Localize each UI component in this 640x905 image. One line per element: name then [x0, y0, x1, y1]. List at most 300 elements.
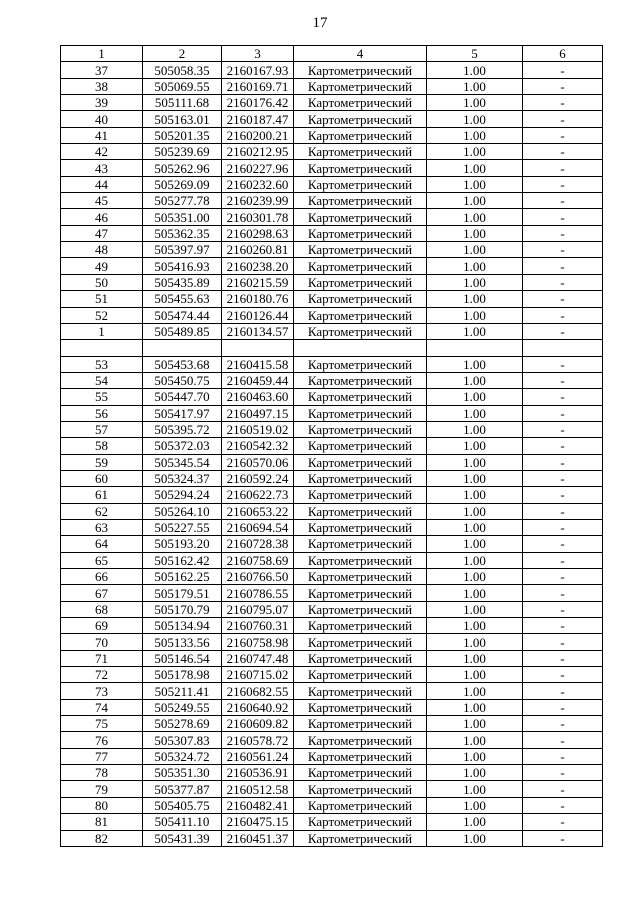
table-cell: 1.00: [427, 487, 523, 503]
table-row: [61, 95, 603, 111]
table-cell: -: [523, 356, 603, 372]
table-cell: 1.00: [427, 552, 523, 568]
table-cell: -: [523, 144, 603, 160]
table-cell: 81: [61, 814, 143, 830]
table-cell: 505134.94: [143, 618, 222, 634]
table-cell: Картометрический: [294, 62, 427, 78]
table-cell: -: [523, 552, 603, 568]
table-cell: 1.00: [427, 732, 523, 748]
table-cell: 505324.72: [143, 748, 222, 764]
table-row: [61, 242, 603, 258]
table-cell: -: [523, 732, 603, 748]
table-cell: -: [523, 225, 603, 241]
table-cell: 505411.10: [143, 814, 222, 830]
table-cell: 64: [61, 536, 143, 552]
table-cell: -: [523, 536, 603, 552]
table-cell: 58: [61, 438, 143, 454]
table-cell: -: [523, 830, 603, 846]
table-cell: 2160728.38: [222, 536, 294, 552]
table-cell: 67: [61, 585, 143, 601]
table-cell: 505179.51: [143, 585, 222, 601]
table-body: [61, 46, 603, 847]
table-cell: 505450.75: [143, 372, 222, 388]
table-header-row: [61, 46, 603, 62]
table-row: [61, 307, 603, 323]
table-cell: Картометрический: [294, 618, 427, 634]
table-row: [61, 421, 603, 437]
table-cell: Картометрический: [294, 748, 427, 764]
table-cell: -: [523, 62, 603, 78]
table-cell: 3: [222, 46, 294, 62]
table-cell: Картометрический: [294, 814, 427, 830]
table-cell: 42: [61, 144, 143, 160]
table-cell: 2160232.60: [222, 176, 294, 192]
table-cell: 1.00: [427, 111, 523, 127]
table-cell: Картометрический: [294, 830, 427, 846]
table-cell: Картометрический: [294, 160, 427, 176]
table-cell: -: [523, 111, 603, 127]
table-row: [61, 716, 603, 732]
table-cell: Картометрический: [294, 242, 427, 258]
table-cell: Картометрический: [294, 667, 427, 683]
table-cell: Картометрический: [294, 536, 427, 552]
table-cell: 55: [61, 389, 143, 405]
table-cell: Картометрический: [294, 634, 427, 650]
table-cell: 2160212.95: [222, 144, 294, 160]
table-cell: 2160134.57: [222, 323, 294, 339]
table-cell: 505249.55: [143, 699, 222, 715]
table-cell: [61, 340, 143, 356]
table-cell: 1.00: [427, 291, 523, 307]
table-row: [61, 225, 603, 241]
table-cell: 1.00: [427, 618, 523, 634]
table-cell: 505455.63: [143, 291, 222, 307]
table-cell: 1.00: [427, 160, 523, 176]
table-row: [61, 438, 603, 454]
table-cell: 6: [523, 46, 603, 62]
table-cell: 2160609.82: [222, 716, 294, 732]
table-row: [61, 62, 603, 78]
table-cell: 1.00: [427, 323, 523, 339]
coordinates-table: [60, 45, 603, 847]
table-row: [61, 323, 603, 339]
page-number: 17: [312, 15, 328, 31]
table-cell: [523, 340, 603, 356]
table-cell: -: [523, 95, 603, 111]
table-cell: 60: [61, 470, 143, 486]
table-cell: Картометрический: [294, 225, 427, 241]
table-row: [61, 781, 603, 797]
table-cell: 505362.35: [143, 225, 222, 241]
table-cell: 39: [61, 95, 143, 111]
table-row: [61, 258, 603, 274]
table-cell: 2160169.71: [222, 78, 294, 94]
table-cell: 1.00: [427, 797, 523, 813]
table-cell: 37: [61, 62, 143, 78]
table-cell: 1.00: [427, 748, 523, 764]
table-cell: 1.00: [427, 372, 523, 388]
table-cell: 505417.97: [143, 405, 222, 421]
table-cell: -: [523, 487, 603, 503]
table-cell: 1.00: [427, 601, 523, 617]
table-cell: -: [523, 242, 603, 258]
table-cell: [294, 340, 427, 356]
table-cell: -: [523, 585, 603, 601]
table-cell: 2160497.15: [222, 405, 294, 421]
table-cell: -: [523, 699, 603, 715]
table-cell: -: [523, 601, 603, 617]
table-cell: 1.00: [427, 144, 523, 160]
table-cell: 47: [61, 225, 143, 241]
table-cell: 1.00: [427, 519, 523, 535]
table-cell: 76: [61, 732, 143, 748]
table-cell: Картометрический: [294, 144, 427, 160]
table-cell: 70: [61, 634, 143, 650]
table-row: [61, 274, 603, 290]
table-cell: Картометрический: [294, 438, 427, 454]
table-cell: -: [523, 405, 603, 421]
table-cell: 505178.98: [143, 667, 222, 683]
table-cell: 505069.55: [143, 78, 222, 94]
table-cell: 505264.10: [143, 503, 222, 519]
table-cell: 505058.35: [143, 62, 222, 78]
table-row: [61, 585, 603, 601]
table-row: [61, 618, 603, 634]
table-cell: 505431.39: [143, 830, 222, 846]
table-row: [61, 389, 603, 405]
table-cell: 505405.75: [143, 797, 222, 813]
table-cell: Картометрический: [294, 732, 427, 748]
table-cell: 2160482.41: [222, 797, 294, 813]
table-cell: -: [523, 421, 603, 437]
table-cell: 505397.97: [143, 242, 222, 258]
table-cell: 1.00: [427, 830, 523, 846]
table-cell: 2160766.50: [222, 569, 294, 585]
table-cell: Картометрический: [294, 389, 427, 405]
table-cell: 43: [61, 160, 143, 176]
table-cell: 2160786.55: [222, 585, 294, 601]
table-row: [61, 193, 603, 209]
table-cell: 71: [61, 650, 143, 666]
table-row: [61, 683, 603, 699]
table-cell: 505211.41: [143, 683, 222, 699]
table-cell: 51: [61, 291, 143, 307]
table-cell: 2160536.91: [222, 765, 294, 781]
table-cell: 63: [61, 519, 143, 535]
table-cell: 2160238.20: [222, 258, 294, 274]
table-cell: 1.00: [427, 78, 523, 94]
table-cell: -: [523, 683, 603, 699]
table-cell: 2160795.07: [222, 601, 294, 617]
table-cell: Картометрический: [294, 111, 427, 127]
table-cell: 40: [61, 111, 143, 127]
table-row: [61, 814, 603, 830]
table-cell: -: [523, 519, 603, 535]
table-cell: -: [523, 814, 603, 830]
table-cell: -: [523, 781, 603, 797]
table-cell: 505170.79: [143, 601, 222, 617]
table-cell: 1.00: [427, 536, 523, 552]
table-cell: Картометрический: [294, 797, 427, 813]
table-cell: 2160301.78: [222, 209, 294, 225]
table-row: [61, 536, 603, 552]
table-cell: 2160512.58: [222, 781, 294, 797]
table-row: [61, 732, 603, 748]
table-cell: 73: [61, 683, 143, 699]
table-cell: 1: [61, 46, 143, 62]
table-cell: 2160570.06: [222, 454, 294, 470]
table-cell: 69: [61, 618, 143, 634]
table-row: [61, 830, 603, 846]
table-cell: 53: [61, 356, 143, 372]
table-cell: 1.00: [427, 470, 523, 486]
table-cell: -: [523, 667, 603, 683]
table-row: [61, 552, 603, 568]
table-cell: 2160215.59: [222, 274, 294, 290]
table-cell: 59: [61, 454, 143, 470]
table-cell: 505278.69: [143, 716, 222, 732]
table-cell: 505447.70: [143, 389, 222, 405]
table-cell: 505239.69: [143, 144, 222, 160]
table-cell: Картометрический: [294, 405, 427, 421]
table-row: [61, 127, 603, 143]
table-cell: 1.00: [427, 95, 523, 111]
table-cell: 1.00: [427, 683, 523, 699]
table-separator-row: [61, 340, 603, 356]
table-cell: Картометрический: [294, 454, 427, 470]
table-cell: 48: [61, 242, 143, 258]
table-cell: [143, 340, 222, 356]
table-cell: 505277.78: [143, 193, 222, 209]
table-row: [61, 797, 603, 813]
table-cell: 2160227.96: [222, 160, 294, 176]
table-cell: 1.00: [427, 405, 523, 421]
table-cell: 2160180.76: [222, 291, 294, 307]
table-cell: 1.00: [427, 569, 523, 585]
table-cell: Картометрический: [294, 487, 427, 503]
table-cell: 1.00: [427, 258, 523, 274]
table-cell: [222, 340, 294, 356]
table-cell: -: [523, 389, 603, 405]
table-row: [61, 144, 603, 160]
table-row: [61, 356, 603, 372]
table-cell: Картометрический: [294, 503, 427, 519]
table-cell: -: [523, 618, 603, 634]
table-cell: -: [523, 716, 603, 732]
table-cell: 1.00: [427, 585, 523, 601]
table-cell: -: [523, 307, 603, 323]
table-cell: Картометрический: [294, 323, 427, 339]
table-cell: 505269.09: [143, 176, 222, 192]
table-cell: 505377.87: [143, 781, 222, 797]
table-cell: 2: [143, 46, 222, 62]
table-cell: 505351.00: [143, 209, 222, 225]
table-cell: 505162.42: [143, 552, 222, 568]
table-cell: 2160200.21: [222, 127, 294, 143]
table-cell: 1.00: [427, 274, 523, 290]
table-row: [61, 569, 603, 585]
table-cell: Картометрический: [294, 781, 427, 797]
table-cell: 82: [61, 830, 143, 846]
table-cell: 2160239.99: [222, 193, 294, 209]
table-cell: 1.00: [427, 454, 523, 470]
table-cell: 505163.01: [143, 111, 222, 127]
table-cell: -: [523, 454, 603, 470]
table-cell: Картометрический: [294, 127, 427, 143]
table-cell: 505351.30: [143, 765, 222, 781]
table-cell: -: [523, 258, 603, 274]
table-cell: 505193.20: [143, 536, 222, 552]
table-cell: 49: [61, 258, 143, 274]
table-cell: 1.00: [427, 421, 523, 437]
table-cell: 2160578.72: [222, 732, 294, 748]
table-row: [61, 78, 603, 94]
table-cell: -: [523, 372, 603, 388]
table-cell: 1.00: [427, 193, 523, 209]
table-cell: 2160167.93: [222, 62, 294, 78]
table-cell: 61: [61, 487, 143, 503]
table-cell: 77: [61, 748, 143, 764]
table-cell: 505395.72: [143, 421, 222, 437]
table-cell: 505133.56: [143, 634, 222, 650]
table-row: [61, 699, 603, 715]
table-cell: -: [523, 274, 603, 290]
table-row: [61, 176, 603, 192]
table-cell: 2160187.47: [222, 111, 294, 127]
table-cell: -: [523, 765, 603, 781]
table-cell: 1.00: [427, 650, 523, 666]
table-cell: -: [523, 503, 603, 519]
table-cell: 2160126.44: [222, 307, 294, 323]
table-cell: 50: [61, 274, 143, 290]
table-cell: Картометрический: [294, 258, 427, 274]
table-cell: Картометрический: [294, 601, 427, 617]
table-cell: 5: [427, 46, 523, 62]
table-cell: 75: [61, 716, 143, 732]
table-cell: 1.00: [427, 667, 523, 683]
table-cell: -: [523, 291, 603, 307]
table-row: [61, 765, 603, 781]
table-cell: 505324.37: [143, 470, 222, 486]
table-cell: 2160622.73: [222, 487, 294, 503]
table-row: [61, 454, 603, 470]
table-cell: 505111.68: [143, 95, 222, 111]
table-cell: -: [523, 634, 603, 650]
table-cell: 2160459.44: [222, 372, 294, 388]
table-cell: -: [523, 748, 603, 764]
table-cell: 2160715.02: [222, 667, 294, 683]
table-cell: 1: [61, 323, 143, 339]
table-cell: 62: [61, 503, 143, 519]
table-row: [61, 470, 603, 486]
table-cell: 79: [61, 781, 143, 797]
table-cell: 1.00: [427, 176, 523, 192]
table-cell: 2160760.31: [222, 618, 294, 634]
table-cell: Картометрический: [294, 421, 427, 437]
table-cell: 78: [61, 765, 143, 781]
table-cell: 505262.96: [143, 160, 222, 176]
table-cell: 45: [61, 193, 143, 209]
table-cell: 38: [61, 78, 143, 94]
table-cell: Картометрический: [294, 716, 427, 732]
table-cell: 65: [61, 552, 143, 568]
table-cell: 1.00: [427, 242, 523, 258]
table-cell: -: [523, 160, 603, 176]
table-cell: 1.00: [427, 127, 523, 143]
table-cell: 1.00: [427, 765, 523, 781]
table-cell: 2160640.92: [222, 699, 294, 715]
table-row: [61, 405, 603, 421]
table-row: [61, 519, 603, 535]
table-cell: 1.00: [427, 356, 523, 372]
table-cell: 2160542.32: [222, 438, 294, 454]
table-cell: Картометрический: [294, 470, 427, 486]
table-cell: 1.00: [427, 716, 523, 732]
table-cell: -: [523, 650, 603, 666]
table-cell: Картометрический: [294, 291, 427, 307]
table-cell: Картометрический: [294, 699, 427, 715]
table-cell: 1.00: [427, 62, 523, 78]
table-cell: 1.00: [427, 209, 523, 225]
table-cell: 505416.93: [143, 258, 222, 274]
table-cell: 505162.25: [143, 569, 222, 585]
table-cell: 2160758.98: [222, 634, 294, 650]
table-cell: -: [523, 78, 603, 94]
table-cell: 505435.89: [143, 274, 222, 290]
table-cell: 46: [61, 209, 143, 225]
table-cell: Картометрический: [294, 193, 427, 209]
table-cell: 1.00: [427, 438, 523, 454]
table-cell: 72: [61, 667, 143, 683]
table-cell: Картометрический: [294, 95, 427, 111]
table-cell: 2160561.24: [222, 748, 294, 764]
table-cell: 2160475.15: [222, 814, 294, 830]
table-row: [61, 487, 603, 503]
table-cell: 2160694.54: [222, 519, 294, 535]
table-cell: -: [523, 438, 603, 454]
table-cell: 505146.54: [143, 650, 222, 666]
table-cell: 2160758.69: [222, 552, 294, 568]
table-cell: 2160451.37: [222, 830, 294, 846]
table-cell: 56: [61, 405, 143, 421]
table-cell: 2160592.24: [222, 470, 294, 486]
table-cell: 57: [61, 421, 143, 437]
table-row: [61, 650, 603, 666]
table-cell: 2160463.60: [222, 389, 294, 405]
table-cell: Картометрический: [294, 176, 427, 192]
table-cell: 505307.83: [143, 732, 222, 748]
table-cell: 2160415.58: [222, 356, 294, 372]
table-cell: 505201.35: [143, 127, 222, 143]
table-cell: 68: [61, 601, 143, 617]
table-cell: -: [523, 569, 603, 585]
table-cell: 2160260.81: [222, 242, 294, 258]
table-cell: Картометрический: [294, 372, 427, 388]
table-row: [61, 634, 603, 650]
table-row: [61, 667, 603, 683]
table-row: [61, 503, 603, 519]
table-cell: -: [523, 323, 603, 339]
table-cell: -: [523, 193, 603, 209]
table-cell: 2160298.63: [222, 225, 294, 241]
table-cell: 2160747.48: [222, 650, 294, 666]
table-cell: 80: [61, 797, 143, 813]
table-cell: 505227.55: [143, 519, 222, 535]
table-cell: 1.00: [427, 307, 523, 323]
table-cell: Картометрический: [294, 765, 427, 781]
table-row: [61, 291, 603, 307]
table-cell: 52: [61, 307, 143, 323]
